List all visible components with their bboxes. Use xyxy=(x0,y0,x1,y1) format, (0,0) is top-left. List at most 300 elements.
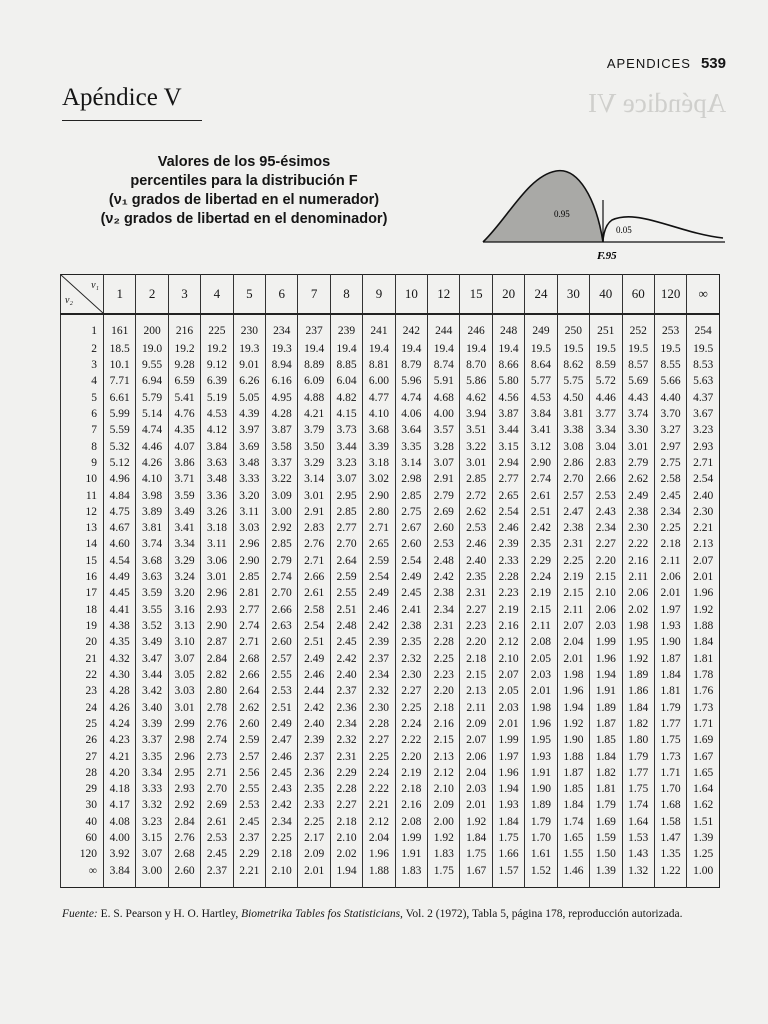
table-cell: 3.68 xyxy=(363,423,395,439)
table-cell: 2.09 xyxy=(428,798,460,814)
table-cell: 3.34 xyxy=(136,765,168,781)
table-cell: 2.74 xyxy=(525,472,557,488)
table-cell: 8.64 xyxy=(525,358,557,374)
table-cell: 2.24 xyxy=(395,716,427,732)
table-cell: 2.42 xyxy=(330,651,362,667)
table-cell: 3.23 xyxy=(330,455,362,471)
table-cell: 2.30 xyxy=(622,521,654,537)
table-cell: 3.22 xyxy=(266,472,298,488)
table-cell: 2.57 xyxy=(233,749,265,765)
table-cell: 2.37 xyxy=(201,863,233,887)
row-header: 25 xyxy=(61,716,104,732)
table-row xyxy=(61,684,720,700)
table-cell: 2.01 xyxy=(298,863,330,887)
heading-line-4: (ν₂ grados de libertad en el denominador) xyxy=(100,211,388,227)
table-cell: 1.91 xyxy=(525,765,557,781)
table-cell: 3.39 xyxy=(363,439,395,455)
table-cell: 2.96 xyxy=(201,586,233,602)
table-cell: 2.65 xyxy=(363,537,395,553)
table-cell: 2.05 xyxy=(492,684,524,700)
row-header: 4 xyxy=(61,374,104,390)
footnote-prefix: Fuente: xyxy=(62,908,98,920)
table-cell: 2.06 xyxy=(460,749,492,765)
table-cell: 1.69 xyxy=(687,733,720,749)
table-cell: 2.27 xyxy=(395,684,427,700)
table-cell: 2.04 xyxy=(363,831,395,847)
table-cell: 3.29 xyxy=(298,455,330,471)
table-cell: 4.24 xyxy=(104,716,136,732)
table-cell: 2.58 xyxy=(654,472,686,488)
table-cell: 2.32 xyxy=(363,684,395,700)
table-cell: 2.00 xyxy=(428,814,460,830)
heading-line-3: (ν₁ grados de libertad en el numerador) xyxy=(108,192,380,208)
table-cell: 4.08 xyxy=(104,814,136,830)
table-cell: 1.74 xyxy=(622,798,654,814)
table-cell: 4.74 xyxy=(136,423,168,439)
table-row xyxy=(61,521,720,537)
table-cell: 2.27 xyxy=(363,733,395,749)
table-cell: 2.42 xyxy=(525,521,557,537)
table-cell: 2.18 xyxy=(266,847,298,863)
table-cell: 1.92 xyxy=(557,716,589,732)
table-cell: 1.39 xyxy=(687,831,720,847)
table-cell: 3.18 xyxy=(201,521,233,537)
table-cell: 2.23 xyxy=(460,619,492,635)
table-cell: 2.38 xyxy=(622,504,654,520)
table-cell: 2.74 xyxy=(201,733,233,749)
table-cell: 3.04 xyxy=(590,439,622,455)
table-cell: 2.51 xyxy=(298,635,330,651)
table-cell: 1.96 xyxy=(525,716,557,732)
table-cell: 1.79 xyxy=(622,749,654,765)
table-row xyxy=(61,733,720,749)
table-cell: 2.31 xyxy=(428,619,460,635)
footnote-work: Biometrika Tables fos Statisticians, xyxy=(241,908,403,920)
table-cell: 2.80 xyxy=(363,504,395,520)
row-variable-label: ν₂ xyxy=(65,294,73,306)
table-cell: 2.28 xyxy=(330,782,362,798)
table-cell: 2.90 xyxy=(201,619,233,635)
table-cell: 2.27 xyxy=(460,602,492,618)
table-cell: 1.75 xyxy=(428,863,460,887)
table-cell: 2.25 xyxy=(363,749,395,765)
table-cell: 4.10 xyxy=(136,472,168,488)
table-row xyxy=(61,635,720,651)
table-cell: 2.33 xyxy=(492,553,524,569)
table-cell: 2.67 xyxy=(395,521,427,537)
column-header: 120 xyxy=(654,275,686,315)
table-cell: 2.46 xyxy=(492,521,524,537)
table-cell: 1.69 xyxy=(590,814,622,830)
table-cell: 2.10 xyxy=(590,586,622,602)
table-cell: 2.31 xyxy=(460,586,492,602)
table-cell: 242 xyxy=(395,314,427,341)
table-cell: 3.48 xyxy=(201,472,233,488)
table-cell: 3.34 xyxy=(590,423,622,439)
table-cell: 3.28 xyxy=(428,439,460,455)
table-cell: 230 xyxy=(233,314,265,341)
table-cell: 2.27 xyxy=(330,798,362,814)
table-row xyxy=(61,390,720,406)
table-cell: 2.46 xyxy=(266,749,298,765)
table-cell: 3.08 xyxy=(557,439,589,455)
table-cell: 4.68 xyxy=(428,390,460,406)
table-cell: 4.96 xyxy=(104,472,136,488)
row-header: 29 xyxy=(61,782,104,798)
table-cell: 4.38 xyxy=(104,619,136,635)
table-cell: 8.81 xyxy=(363,358,395,374)
column-header: 10 xyxy=(395,275,427,315)
table-cell: 2.21 xyxy=(363,798,395,814)
table-cell: 4.39 xyxy=(233,407,265,423)
table-cell: 2.15 xyxy=(557,586,589,602)
row-header: 8 xyxy=(61,439,104,455)
table-cell: 1.74 xyxy=(557,814,589,830)
table-cell: 1.95 xyxy=(525,733,557,749)
table-row xyxy=(61,619,720,635)
row-header: 17 xyxy=(61,586,104,602)
table-cell: 2.10 xyxy=(492,651,524,667)
table-cell: 2.19 xyxy=(557,570,589,586)
table-cell: 4.32 xyxy=(104,651,136,667)
table-cell: 1.96 xyxy=(590,651,622,667)
table-cell: 2.45 xyxy=(201,847,233,863)
table-cell: 2.77 xyxy=(233,602,265,618)
table-cell: 2.63 xyxy=(266,619,298,635)
table-cell: 2.83 xyxy=(298,521,330,537)
table-cell: 1.75 xyxy=(460,847,492,863)
table-cell: 3.89 xyxy=(136,504,168,520)
table-cell: 1.80 xyxy=(622,733,654,749)
table-cell: 4.45 xyxy=(104,586,136,602)
table-row xyxy=(61,488,720,504)
table-cell: 2.34 xyxy=(266,814,298,830)
table-cell: 2.81 xyxy=(233,586,265,602)
running-head-label: APENDICES xyxy=(606,56,691,71)
table-cell: 2.31 xyxy=(557,537,589,553)
table-cell: 6.94 xyxy=(136,374,168,390)
table-cell: 2.65 xyxy=(492,488,524,504)
table-cell: 3.84 xyxy=(201,439,233,455)
table-cell: 1.84 xyxy=(654,668,686,684)
table-row xyxy=(61,716,720,732)
table-cell: 2.55 xyxy=(330,586,362,602)
table-cell: 6.39 xyxy=(201,374,233,390)
table-cell: 1.96 xyxy=(363,847,395,863)
title-underline xyxy=(62,120,202,121)
table-cell: 2.80 xyxy=(201,684,233,700)
table-cell: 5.32 xyxy=(104,439,136,455)
table-cell: 2.69 xyxy=(428,504,460,520)
table-cell: 3.49 xyxy=(136,635,168,651)
f-table xyxy=(60,274,720,888)
table-cell: 4.17 xyxy=(104,798,136,814)
table-cell: 2.70 xyxy=(201,782,233,798)
table-cell: 2.07 xyxy=(557,619,589,635)
table-cell: 225 xyxy=(201,314,233,341)
table-cell: 2.78 xyxy=(201,700,233,716)
table-cell: 1.90 xyxy=(525,782,557,798)
table-cell: 1.66 xyxy=(492,847,524,863)
appendix-title: Apéndice V xyxy=(62,84,182,111)
table-cell: 3.01 xyxy=(622,439,654,455)
table-cell: 2.22 xyxy=(622,537,654,553)
table-cell: 3.23 xyxy=(687,423,720,439)
table-cell: 2.23 xyxy=(428,668,460,684)
table-cell: 1.83 xyxy=(428,847,460,863)
column-header: 15 xyxy=(460,275,492,315)
table-cell: 244 xyxy=(428,314,460,341)
table-cell: 2.01 xyxy=(525,684,557,700)
table-cell: 2.22 xyxy=(395,733,427,749)
row-header: 21 xyxy=(61,651,104,667)
table-cell: 2.16 xyxy=(622,553,654,569)
table-cell: 252 xyxy=(622,314,654,341)
table-cell: 1.87 xyxy=(654,651,686,667)
table-cell: 1.99 xyxy=(492,733,524,749)
table-cell: 1.96 xyxy=(557,684,589,700)
table-cell: 19.2 xyxy=(168,341,200,357)
table-cell: 2.51 xyxy=(266,700,298,716)
table-cell: 5.12 xyxy=(104,455,136,471)
table-cell: 1.57 xyxy=(492,863,524,887)
table-cell: 2.45 xyxy=(233,814,265,830)
table-cell: 1.89 xyxy=(622,668,654,684)
table-cell: 3.73 xyxy=(330,423,362,439)
row-header: 26 xyxy=(61,733,104,749)
table-cell: 2.48 xyxy=(428,553,460,569)
table-cell: 2.44 xyxy=(298,684,330,700)
table-cell: 2.74 xyxy=(266,570,298,586)
table-cell: 2.35 xyxy=(395,635,427,651)
table-cell: 19.5 xyxy=(525,341,557,357)
table-cell: 3.26 xyxy=(201,504,233,520)
table-cell: 2.66 xyxy=(590,472,622,488)
table-cell: 1.89 xyxy=(590,700,622,716)
row-header: 30 xyxy=(61,798,104,814)
table-cell: 2.46 xyxy=(363,602,395,618)
table-cell: 1.81 xyxy=(687,651,720,667)
column-header: 7 xyxy=(298,275,330,315)
table-cell: 3.40 xyxy=(136,700,168,716)
table-cell: 2.20 xyxy=(590,553,622,569)
table-cell: 2.79 xyxy=(622,455,654,471)
table-cell: 2.06 xyxy=(654,570,686,586)
table-cell: 2.10 xyxy=(330,831,362,847)
table-cell: 2.79 xyxy=(266,553,298,569)
table-cell: 241 xyxy=(363,314,395,341)
table-cell: 2.57 xyxy=(266,651,298,667)
table-cell: 1.67 xyxy=(687,749,720,765)
source-footnote xyxy=(62,907,722,921)
table-cell: 3.01 xyxy=(460,455,492,471)
table-cell: 3.87 xyxy=(266,423,298,439)
table-cell: 234 xyxy=(266,314,298,341)
table-cell: 2.32 xyxy=(395,651,427,667)
table-cell: 2.17 xyxy=(298,831,330,847)
table-cell: 6.00 xyxy=(363,374,395,390)
table-cell: 3.03 xyxy=(168,684,200,700)
table-cell: 2.25 xyxy=(428,651,460,667)
table-cell: 239 xyxy=(330,314,362,341)
table-cell: 1.98 xyxy=(622,619,654,635)
row-header: 20 xyxy=(61,635,104,651)
table-cell: 4.75 xyxy=(104,504,136,520)
column-header: 3 xyxy=(168,275,200,315)
table-cell: 3.29 xyxy=(168,553,200,569)
row-header: 10 xyxy=(61,472,104,488)
table-cell: 2.62 xyxy=(233,700,265,716)
table-cell: 4.84 xyxy=(104,488,136,504)
table-cell: 2.47 xyxy=(266,733,298,749)
table-cell: 2.39 xyxy=(363,635,395,651)
table-cell: 3.37 xyxy=(266,455,298,471)
table-cell: 2.85 xyxy=(266,537,298,553)
column-header: 20 xyxy=(492,275,524,315)
table-cell: 237 xyxy=(298,314,330,341)
table-cell: 5.05 xyxy=(233,390,265,406)
table-cell: 3.38 xyxy=(557,423,589,439)
table-cell: 3.49 xyxy=(168,504,200,520)
table-cell: 4.06 xyxy=(395,407,427,423)
table-cell: 3.37 xyxy=(136,733,168,749)
table-cell: 5.86 xyxy=(460,374,492,390)
table-cell: 3.69 xyxy=(233,439,265,455)
table-cell: 254 xyxy=(687,314,720,341)
table-cell: 2.43 xyxy=(266,782,298,798)
table-cell: 3.81 xyxy=(136,521,168,537)
table-cell: 2.01 xyxy=(654,586,686,602)
table-cell: 2.60 xyxy=(395,537,427,553)
table-cell: 2.49 xyxy=(298,651,330,667)
table-cell: 3.84 xyxy=(104,863,136,887)
table-cell: 2.23 xyxy=(492,586,524,602)
table-cell: 2.64 xyxy=(330,553,362,569)
table-cell: 1.99 xyxy=(590,635,622,651)
table-cell: 2.59 xyxy=(330,570,362,586)
table-cell: 2.38 xyxy=(428,586,460,602)
table-cell: 2.93 xyxy=(201,602,233,618)
table-cell: 2.18 xyxy=(654,537,686,553)
table-cell: 250 xyxy=(557,314,589,341)
table-cell: 1.77 xyxy=(622,765,654,781)
table-cell: 2.21 xyxy=(687,521,720,537)
table-cell: 19.4 xyxy=(395,341,427,357)
table-cell: 1.71 xyxy=(687,716,720,732)
column-header: ∞ xyxy=(687,275,720,315)
table-cell: 8.85 xyxy=(330,358,362,374)
table-cell: 3.32 xyxy=(136,798,168,814)
table-cell: 2.54 xyxy=(395,553,427,569)
table-cell: 3.52 xyxy=(136,619,168,635)
table-cell: 4.62 xyxy=(460,390,492,406)
table-cell: 3.77 xyxy=(590,407,622,423)
table-cell: 2.56 xyxy=(233,765,265,781)
table-cell: 253 xyxy=(654,314,686,341)
table-cell: 3.44 xyxy=(136,668,168,684)
column-header: 24 xyxy=(525,275,557,315)
table-cell: 2.70 xyxy=(557,472,589,488)
table-cell: 1.61 xyxy=(525,847,557,863)
table-cell: 8.74 xyxy=(428,358,460,374)
table-cell: 2.60 xyxy=(266,635,298,651)
table-cell: 2.96 xyxy=(233,537,265,553)
table-cell: 5.80 xyxy=(492,374,524,390)
table-cell: 2.25 xyxy=(654,521,686,537)
table-row xyxy=(61,749,720,765)
table-cell: 1.97 xyxy=(492,749,524,765)
table-cell: 216 xyxy=(168,314,200,341)
table-cell: 2.07 xyxy=(492,668,524,684)
table-cell: 2.02 xyxy=(622,602,654,618)
table-cell: 2.13 xyxy=(687,537,720,553)
table-cell: 2.16 xyxy=(395,798,427,814)
table-cell: 5.72 xyxy=(590,374,622,390)
table-cell: 1.92 xyxy=(428,831,460,847)
column-header: 6 xyxy=(266,275,298,315)
table-cell: 4.37 xyxy=(687,390,720,406)
table-cell: 3.33 xyxy=(136,782,168,798)
table-cell: 4.41 xyxy=(104,602,136,618)
table-cell: 1.94 xyxy=(330,863,362,887)
table-cell: 1.87 xyxy=(590,716,622,732)
table-cell: 2.41 xyxy=(395,602,427,618)
table-cell: 2.46 xyxy=(298,668,330,684)
table-cell: 3.39 xyxy=(136,716,168,732)
table-cell: 2.55 xyxy=(266,668,298,684)
table-cell: 1.93 xyxy=(525,749,557,765)
table-cell: 2.12 xyxy=(428,765,460,781)
table-heading xyxy=(64,153,424,229)
table-cell: 2.53 xyxy=(460,521,492,537)
table-cell: 1.67 xyxy=(460,863,492,887)
table-cell: 161 xyxy=(104,314,136,341)
table-cell: 2.70 xyxy=(330,537,362,553)
table-row xyxy=(61,553,720,569)
table-cell: 1.39 xyxy=(590,863,622,887)
table-cell: 2.62 xyxy=(460,504,492,520)
table-cell: 1.83 xyxy=(395,863,427,887)
table-row xyxy=(61,668,720,684)
table-cell: 2.68 xyxy=(168,847,200,863)
row-header: 22 xyxy=(61,668,104,684)
header-row xyxy=(61,275,720,315)
table-cell: 1.84 xyxy=(557,798,589,814)
table-cell: 2.90 xyxy=(233,553,265,569)
table-cell: 3.58 xyxy=(266,439,298,455)
table-cell: 2.37 xyxy=(233,831,265,847)
table-cell: 4.53 xyxy=(201,407,233,423)
table-cell: 1.70 xyxy=(525,831,557,847)
table-cell: 19.5 xyxy=(557,341,589,357)
table-cell: 3.24 xyxy=(168,570,200,586)
table-cell: 3.41 xyxy=(168,521,200,537)
table-cell: 2.37 xyxy=(330,684,362,700)
table-cell: 1.76 xyxy=(687,684,720,700)
f-distribution-curve xyxy=(478,158,728,264)
table-cell: 18.5 xyxy=(104,341,136,357)
column-header: 60 xyxy=(622,275,654,315)
table-cell: 2.85 xyxy=(460,472,492,488)
table-cell: 1.96 xyxy=(687,586,720,602)
table-cell: 9.01 xyxy=(233,358,265,374)
table-row xyxy=(61,586,720,602)
table-cell: 1.84 xyxy=(622,700,654,716)
table-cell: 1.59 xyxy=(590,831,622,847)
table-cell: 2.75 xyxy=(395,504,427,520)
table-cell: 1.81 xyxy=(654,684,686,700)
table-cell: 3.71 xyxy=(168,472,200,488)
